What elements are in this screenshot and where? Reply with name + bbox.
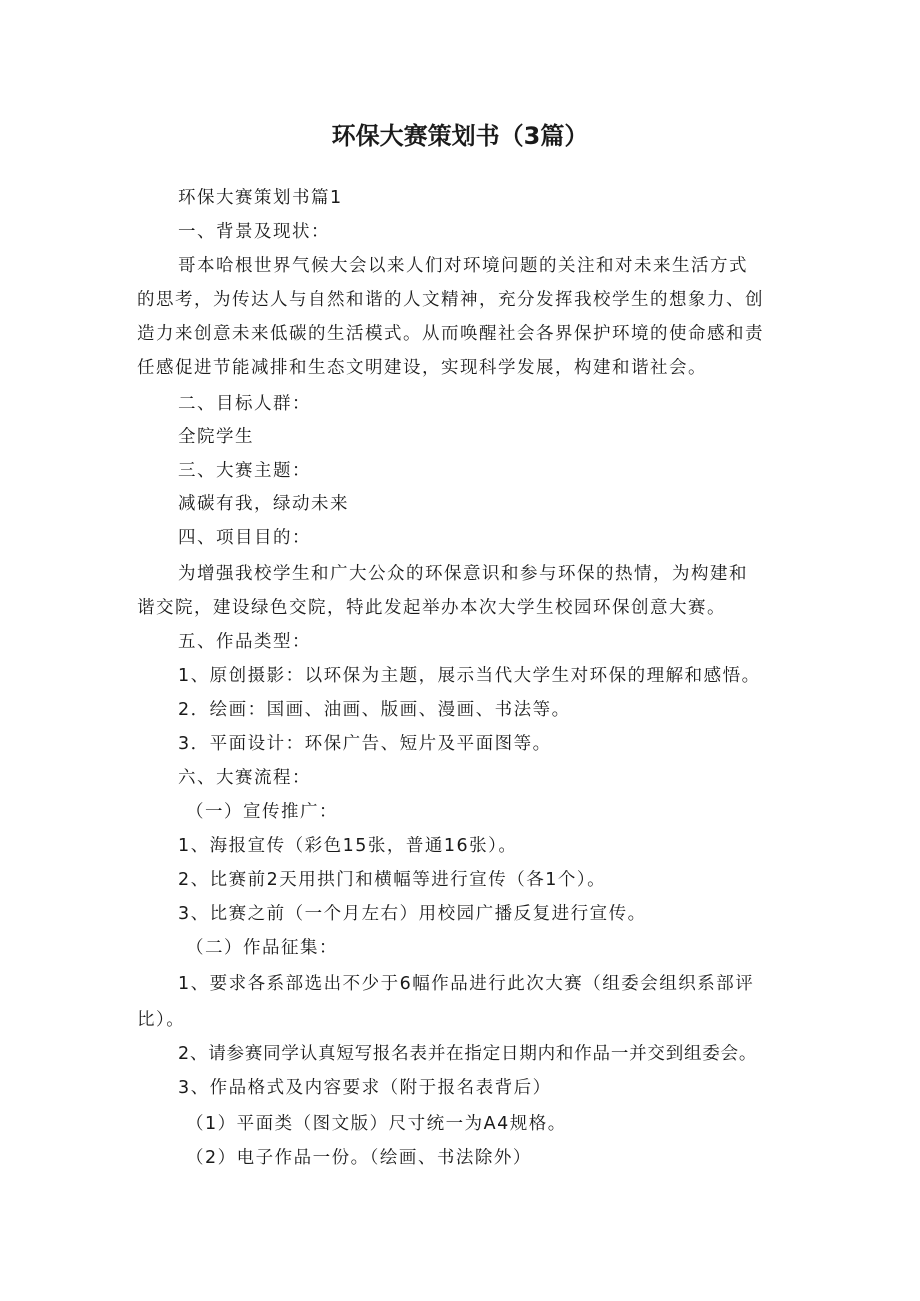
section-heading: 三、大赛主题： (178, 461, 311, 481)
list-item: 1、要求各系部选出不少于6幅作品进行此次大赛（组委会组织系部评 (178, 974, 755, 994)
list-item: （1）平面类（图文版）尺寸统一为A4规格。 (186, 1114, 567, 1134)
paragraph-line: 造力来创意未来低碳的生活模式。从而唤醒社会各界保护环境的使命感和责 (137, 324, 764, 344)
paragraph-line: 哥本哈根世界气候大会以来人们对环境问题的关注和对未来生活方式 (178, 256, 748, 276)
subsection-heading: （一）宣传推广： (186, 802, 338, 822)
list-item: 2、请参赛同学认真短写报名表并在指定日期内和作品一并交到组委会。 (178, 1044, 758, 1064)
list-item: （2）电子作品一份。（绘画、书法除外） (186, 1148, 532, 1168)
paragraph-line: 谐交院，建设绿色交院，特此发起举办本次大学生校园环保创意大赛。 (137, 598, 726, 618)
list-item: 3、作品格式及内容要求（附于报名表背后） (178, 1078, 552, 1098)
list-item: 1、海报宣传（彩色15张，普通16张）。 (178, 836, 518, 856)
list-item: 3．平面设计：环保广告、短片及平面图等。 (178, 734, 552, 754)
paragraph-line: 全院学生 (178, 427, 254, 447)
list-item: 1、原创摄影：以环保为主题，展示当代大学生对环保的理解和感悟。 (178, 666, 761, 686)
section-heading: 五、作品类型： (178, 632, 311, 652)
document-title: 环保大赛策划书（3篇） (331, 122, 589, 150)
section-heading: 六、大赛流程： (178, 768, 311, 788)
list-item: 2、比赛前2天用拱门和横幅等进行宣传（各1个）。 (178, 870, 607, 890)
section-heading: 环保大赛策划书篇1 (178, 188, 343, 208)
paragraph-line: 的思考，为传达人与自然和谐的人文精神，充分发挥我校学生的想象力、创 (137, 290, 764, 310)
section-heading: 二、目标人群： (178, 394, 311, 414)
paragraph-line: 为增强我校学生和广大公众的环保意识和参与环保的热情，为构建和 (178, 564, 748, 584)
paragraph-line: 比）。 (137, 1010, 186, 1030)
list-item: 3、比赛之前（一个月左右）用校园广播反复进行宣传。 (178, 904, 647, 924)
paragraph-line: 任感促进节能减排和生态文明建设，实现科学发展，构建和谐社会。 (137, 358, 707, 378)
subsection-heading: （二）作品征集： (186, 938, 338, 958)
paragraph-line: 减碳有我，绿动未来 (178, 494, 349, 514)
section-heading: 一、背景及现状： (178, 222, 330, 242)
section-heading: 四、项目目的： (178, 528, 311, 548)
list-item: 2．绘画：国画、油画、版画、漫画、书法等。 (178, 700, 571, 720)
